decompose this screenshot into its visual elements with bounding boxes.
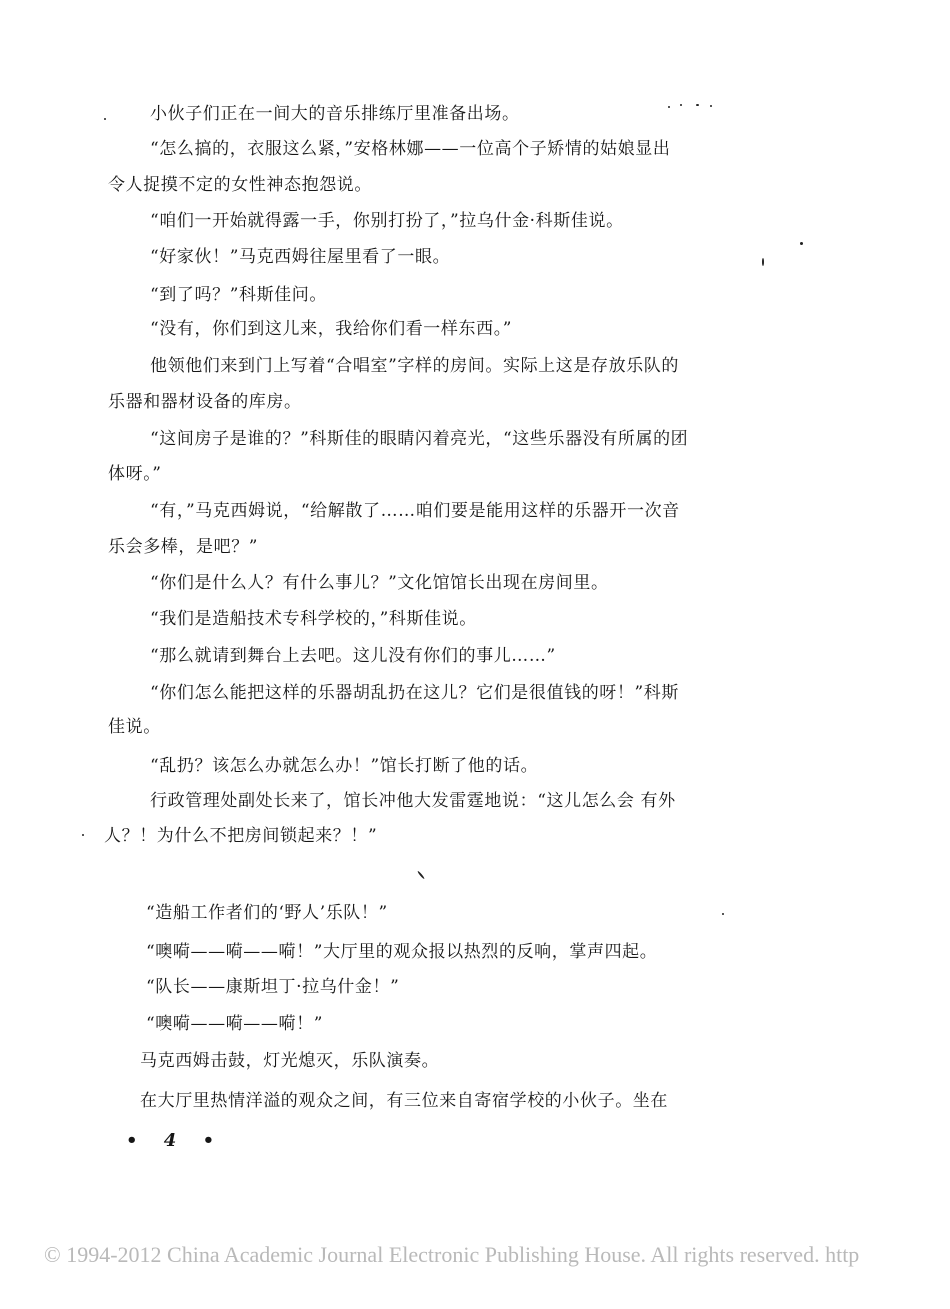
text-line: “怎么搞的，衣服这么紧，”安格林娜——一位高个子矫情的姑娘显出 [150, 139, 671, 159]
text-line: “你们怎么能把这样的乐器胡乱扔在这儿？它们是很值钱的呀！”科斯 [150, 683, 679, 703]
text-line: “我们是造船技术专科学校的，”科斯佳说。 [150, 609, 477, 629]
page-number-value: 4 [163, 1130, 187, 1151]
copyright-footer: © 1994-2012 China Academic Journal Electronic Publishing House. All rights reserved. http [44, 1242, 860, 1267]
text-line: 小伙子们正在一间大的音乐排练厅里准备出场。 [150, 104, 520, 124]
text-line: “造船工作者们的‘野人’乐队！” [146, 903, 388, 923]
text-line: 令人捉摸不定的女性神态抱怨说。 [108, 175, 372, 195]
scan-speck [696, 104, 699, 106]
text-line: 乐会多棒，是吧？” [108, 537, 259, 557]
text-line: “噢嗬——嗬——嗬！”大厅里的观众报以热烈的反响，掌声四起。 [146, 942, 658, 962]
scan-speck [668, 106, 670, 108]
text-line: “咱们一开始就得露一手，你别打扮了，”拉乌什金·科斯佳说。 [150, 211, 624, 231]
text-line: “那么就请到舞台上去吧。这儿没有你们的事儿……” [150, 646, 556, 666]
scan-speck [417, 871, 425, 880]
text-line: “队长——康斯坦丁·拉乌什金！” [146, 977, 400, 997]
text-line: “到了吗？”科斯佳问。 [150, 285, 327, 305]
text-line: 行政管理处副处长来了，馆长冲他大发雷霆地说：“这儿怎么会 有外 [150, 791, 676, 811]
scan-speck [710, 105, 712, 107]
text-line: 人？！为什么不把房间锁起来？！” [104, 826, 378, 846]
text-line: “这间房子是谁的？”科斯佳的眼睛闪着亮光，“这些乐器没有所属的团 [150, 429, 689, 449]
page-number: • 4 • [126, 1130, 225, 1151]
text-line: 马克西姆击鼓，灯光熄灭，乐队演奏。 [140, 1051, 440, 1071]
scan-speck [800, 242, 803, 245]
text-line: 体呀。” [108, 464, 162, 484]
text-line: 在大厅里热情洋溢的观众之间，有三位来自寄宿学校的小伙子。坐在 [140, 1091, 668, 1111]
text-line: 乐器和器材设备的库房。 [108, 392, 302, 412]
text-line: “好家伙！”马克西姆往屋里看了一眼。 [150, 247, 451, 267]
text-line: 他领他们来到门上写着“合唱室”字样的房间。实际上这是存放乐队的 [150, 356, 679, 376]
scan-speck [762, 258, 764, 266]
text-line: “噢嗬——嗬——嗬！” [146, 1014, 323, 1034]
scan-speck [104, 118, 106, 120]
scan-speck [82, 834, 84, 836]
text-line: “没有，你们到这儿来，我给你们看一样东西。” [150, 319, 513, 339]
text-line: “你们是什么人？有什么事儿？”文化馆馆长出现在房间里。 [150, 573, 609, 593]
text-line: “乱扔？该怎么办就怎么办！”馆长打断了他的话。 [150, 756, 539, 776]
text-line: 佳说。 [108, 717, 161, 737]
scan-speck [680, 104, 682, 106]
text-line: “有，”马克西姆说，“给解散了……咱们要是能用这样的乐器开一次音 [150, 501, 680, 521]
scan-speck [722, 913, 724, 915]
